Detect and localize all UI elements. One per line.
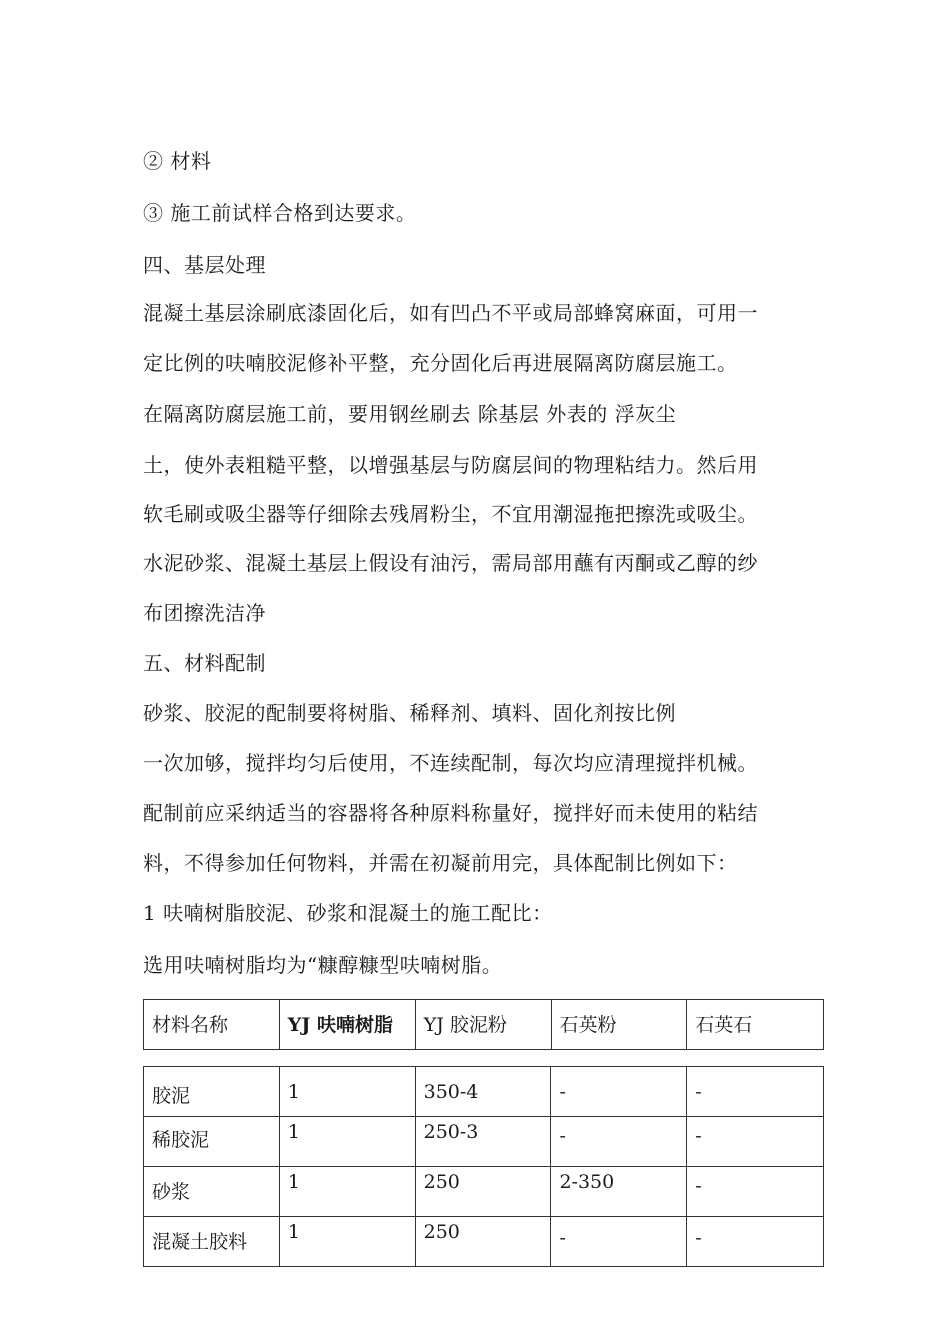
table-cell: 胶泥 [144,1067,280,1117]
table-cell: 250 [415,1217,551,1267]
table-cell: 1 [279,1067,415,1117]
table-cell: - [687,1167,824,1217]
paragraph: 土，使外表粗糙平整，以增强基层与防腐层间的物理粘结力。然后用 [143,453,758,477]
table-row [144,1117,824,1167]
data-table [143,1066,824,1267]
table-cell: 350-4 [415,1067,551,1117]
table-cell: - [551,1067,687,1117]
paragraph: 水泥砂浆、混凝土基层上假设有油污，需局部用蘸有丙酮或乙醇的纱 [143,551,758,575]
table-header-cell: 石英石 [687,1000,824,1050]
table-cell: - [551,1117,687,1167]
table-cell: 混凝土胶料 [144,1217,280,1267]
table-header-row [144,1000,824,1050]
table-cell: 1 [279,1217,415,1267]
paragraph: ② 材料 [143,149,212,173]
table-cell: - [551,1217,687,1267]
table-cell: 2-350 [551,1167,687,1217]
paragraph: 定比例的呋喃胶泥修补平整，充分固化后再进展隔离防腐层施工。 [143,351,738,375]
table-row [144,1067,824,1117]
table-cell: 1 [279,1167,415,1217]
paragraph: 软毛刷或吸尘器等仔细除去残屑粉尘，不宜用潮湿拖把擦洗或吸尘。 [143,502,758,526]
paragraph: 料，不得参加任何物料，并需在初凝前用完，具体配制比例如下： [143,851,738,875]
paragraph: 配制前应采纳适当的容器将各种原料称量好，搅拌好而未使用的粘结 [143,801,758,825]
table-header-cell: 材料名称 [144,1000,280,1050]
table-cell: - [687,1117,824,1167]
table-row [144,1217,824,1267]
table-cell: 250-3 [415,1117,551,1167]
section-heading: 四、基层处理 [143,253,266,277]
section-heading: 五、材料配制 [143,651,266,675]
table-header-cell: YJ 胶泥粉 [415,1000,551,1050]
table-cell: 250 [415,1167,551,1217]
table-cell: 砂浆 [144,1167,280,1217]
paragraph: 1 呋喃树脂胶泥、砂浆和混凝土的施工配比： [143,901,553,925]
table-header [143,999,824,1050]
paragraph: ③ 施工前试样合格到达要求。 [143,201,417,225]
paragraph: 一次加够，搅拌均匀后使用，不连续配制，每次均应清理搅拌机械。 [143,751,758,775]
table-cell: 稀胶泥 [144,1117,280,1167]
paragraph: 布团擦洗洁净 [143,601,266,625]
table-cell: - [687,1217,824,1267]
table-header-cell: YJ 呋喃树脂 [279,1000,415,1050]
paragraph: 在隔离防腐层施工前，要用钢丝刷去 除基层 外表的 浮灰尘 [143,402,677,426]
table-cell: - [687,1067,824,1117]
table-cell: 1 [279,1117,415,1167]
paragraph: 选用呋喃树脂均为“糠醇糠型呋喃树脂。 [143,953,503,977]
paragraph: 混凝土基层涂刷底漆固化后，如有凹凸不平或局部蜂窝麻面，可用一 [143,301,758,325]
paragraph: 砂浆、胶泥的配制要将树脂、稀释剂、填料、固化剂按比例 [143,701,676,725]
table-row [144,1167,824,1217]
table-header-cell: 石英粉 [551,1000,687,1050]
